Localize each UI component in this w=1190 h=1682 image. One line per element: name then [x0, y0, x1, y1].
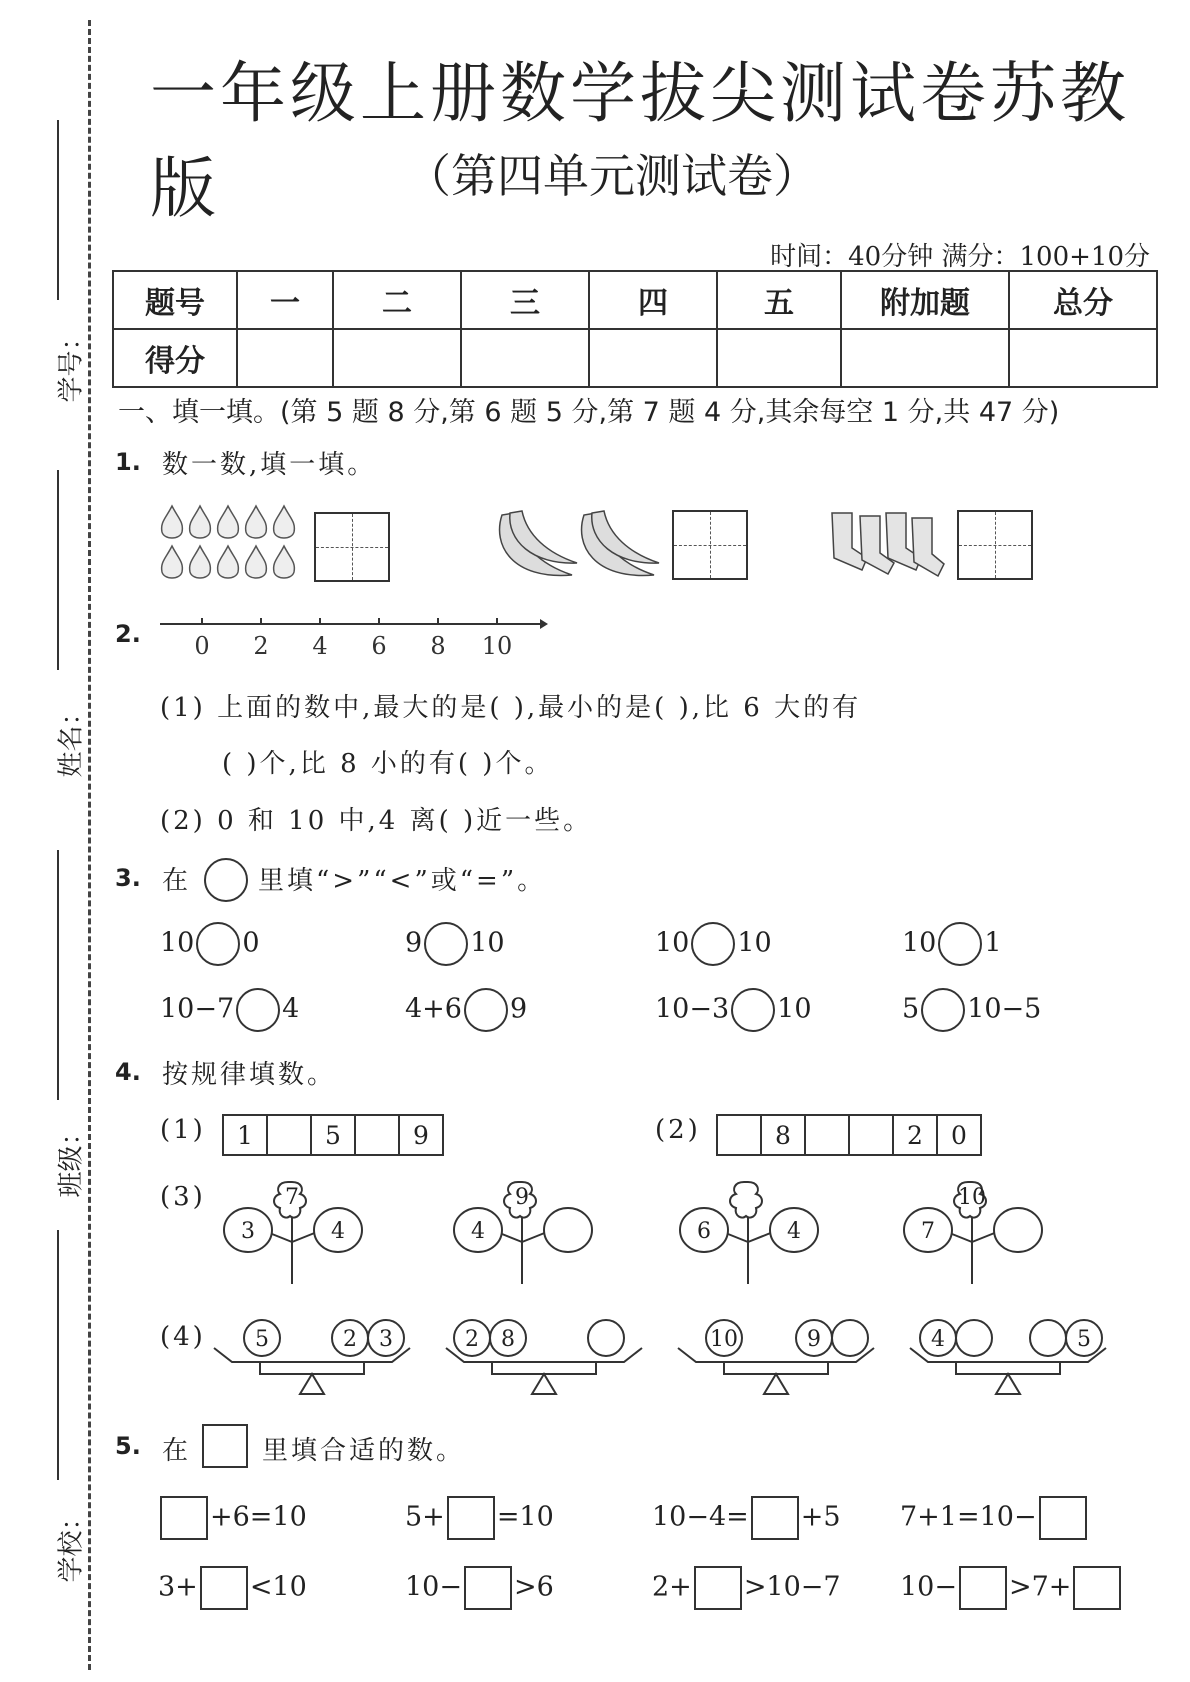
flower-right: 4: [331, 1219, 345, 1244]
flower-left: 3: [241, 1219, 255, 1244]
tick-label: 6: [371, 632, 387, 660]
header-cell: 二: [333, 271, 461, 329]
score-cell[interactable]: [237, 329, 333, 387]
scale-value: 8: [501, 1327, 515, 1352]
q1-text: 数一数,填一填。: [162, 450, 377, 480]
answer-box[interactable]: [959, 1566, 1007, 1610]
score-header-row: [113, 271, 1157, 329]
scale-value: 2: [465, 1327, 479, 1352]
comparison-item: 4+6 9: [405, 988, 527, 1032]
balance-puzzle: [200, 1318, 1160, 1403]
answer-grid-pears[interactable]: [314, 512, 390, 582]
sequence-cell: 2: [892, 1114, 938, 1156]
equation: 10− >7+: [900, 1566, 1123, 1610]
pears-picture: [158, 500, 308, 584]
comparison-item: 10 10: [655, 922, 772, 966]
answer-box[interactable]: [751, 1496, 799, 1540]
q5-text-b: 里填合适的数。: [262, 1436, 466, 1466]
scale-value: 2: [343, 1327, 357, 1352]
comparison-item: 10 1: [902, 922, 1002, 966]
answer-circle[interactable]: [464, 988, 508, 1032]
answer-circle[interactable]: [731, 988, 775, 1032]
score-cell[interactable]: [461, 329, 589, 387]
socks-picture: [822, 508, 947, 583]
scale-value: 5: [255, 1327, 269, 1352]
flower-top: 10: [958, 1185, 986, 1210]
sequence-cell: 5: [310, 1114, 356, 1156]
equation: 10− >6: [405, 1566, 554, 1610]
answer-box[interactable]: [200, 1566, 248, 1610]
scale-value: 3: [379, 1327, 393, 1352]
q5-number: 5.: [115, 1432, 141, 1460]
flower-left: 6: [697, 1219, 711, 1244]
header-cell: 附加题: [841, 271, 1009, 329]
answer-grid-socks[interactable]: [957, 510, 1033, 580]
school-label: 学校：: [56, 1504, 87, 1583]
q1-number: 1.: [115, 448, 141, 476]
equation: 2+ >10−7: [652, 1566, 841, 1610]
score-cell[interactable]: [333, 329, 461, 387]
flowers-puzzle: [210, 1180, 1150, 1295]
header-cell: 三: [461, 271, 589, 329]
tick-label: 2: [253, 632, 269, 660]
q4-part4-label: (4): [160, 1322, 206, 1352]
comparison-item: 10−7 4: [160, 988, 299, 1032]
section-heading: 一、填一填。(第 5 题 8 分,第 6 题 5 分,第 7 题 4 分,其余每空 1 分,共 47 分): [118, 397, 1060, 428]
q2-number: 2.: [115, 620, 141, 648]
q4-part2-label: (2): [655, 1115, 701, 1145]
score-table: [112, 270, 1158, 388]
sequence-cell: 0: [936, 1114, 982, 1156]
answer-box[interactable]: [1073, 1566, 1121, 1610]
answer-circle[interactable]: [938, 922, 982, 966]
q2-part2: (2) 0 和 10 中,4 离( )近一些。: [160, 806, 593, 836]
answer-box[interactable]: [694, 1566, 742, 1610]
q4-part1-label: (1): [160, 1115, 206, 1145]
binding-dashed-line: [88, 20, 91, 1670]
header-cell: 四: [589, 271, 717, 329]
answer-circle[interactable]: [424, 922, 468, 966]
equation: 5+ =10: [405, 1496, 554, 1540]
tick-label: 4: [312, 632, 328, 660]
equation: 7+1=10−: [900, 1496, 1089, 1540]
q3-number: 3.: [115, 864, 141, 892]
flower-top: 7: [285, 1185, 299, 1210]
equation: 10−4= +5: [652, 1496, 841, 1540]
sequence-cell[interactable]: [848, 1114, 894, 1156]
answer-box[interactable]: [160, 1496, 208, 1540]
header-cell: 一: [237, 271, 333, 329]
equation: +6=10: [158, 1496, 307, 1540]
flower-left: 7: [921, 1219, 935, 1244]
score-cell[interactable]: [1009, 329, 1157, 387]
comparison-item: 9 10: [405, 922, 505, 966]
comparison-item: 10 0: [160, 922, 260, 966]
sequence-cell: 8: [760, 1114, 806, 1156]
sequence-cell: 1: [222, 1114, 268, 1156]
equation: 3+ <10: [158, 1566, 307, 1610]
comparison-item: 5 10−5: [902, 988, 1041, 1032]
answer-box[interactable]: [464, 1566, 512, 1610]
answer-circle[interactable]: [236, 988, 280, 1032]
page-title: 一年级上册数学拔尖测试卷苏教版: [150, 55, 1130, 227]
number-line: [158, 610, 548, 660]
score-cell[interactable]: [589, 329, 717, 387]
student-id-line: [57, 120, 59, 300]
name-label: 姓名：: [56, 699, 87, 778]
scale-value: 10: [710, 1327, 738, 1352]
tick-label: 10: [481, 632, 513, 660]
sidebar: [0, 0, 100, 1682]
answer-circle[interactable]: [196, 922, 240, 966]
answer-box[interactable]: [1039, 1496, 1087, 1540]
answer-circle[interactable]: [921, 988, 965, 1032]
q4-number: 4.: [115, 1058, 141, 1086]
sequence-row-2: [718, 1114, 982, 1156]
flower-right: 4: [787, 1219, 801, 1244]
box-symbol: [202, 1424, 248, 1468]
page-subtitle: （第四单元测试卷）: [405, 149, 819, 203]
header-cell: 总分: [1009, 271, 1157, 329]
score-cell[interactable]: [717, 329, 841, 387]
sequence-cell: 9: [398, 1114, 444, 1156]
q4-text: 按规律填数。: [162, 1060, 337, 1090]
sequence-cell[interactable]: [804, 1114, 850, 1156]
time-info: 时间：40分钟 满分：100+10分: [770, 242, 1150, 272]
q4-part3-label: (3): [160, 1182, 206, 1212]
sequence-cell[interactable]: [354, 1114, 400, 1156]
answer-box[interactable]: [447, 1496, 495, 1540]
answer-circle[interactable]: [691, 922, 735, 966]
q3-text-b: 里填“>”“<”或“=”。: [258, 866, 547, 896]
bananas-picture: [492, 505, 662, 585]
header-cell: 题号: [113, 271, 237, 329]
q2-part1-line1: (1) 上面的数中,最大的是( ),最小的是( ),比 6 大的有: [160, 693, 862, 723]
school-line: [57, 1230, 59, 1480]
score-row-label: 得分: [113, 329, 237, 387]
class-line: [57, 850, 59, 1100]
student-id-label: 学号：: [56, 324, 87, 403]
tick-label: 0: [194, 632, 210, 660]
flower-top: 9: [515, 1185, 529, 1210]
comparison-item: 10−3 10: [655, 988, 812, 1032]
name-line: [57, 470, 59, 670]
sequence-cell[interactable]: [266, 1114, 312, 1156]
circle-symbol: [204, 858, 248, 902]
sequence-row-1: [224, 1114, 444, 1156]
class-label: 班级：: [56, 1119, 87, 1198]
scale-value: 9: [807, 1327, 821, 1352]
answer-grid-bananas[interactable]: [672, 510, 748, 580]
score-row: [113, 329, 1157, 387]
score-cell[interactable]: [841, 329, 1009, 387]
sequence-cell[interactable]: [716, 1114, 762, 1156]
q2-part1-line2: ( )个,比 8 小的有( )个。: [222, 749, 554, 779]
q3-text-a: 在: [162, 866, 192, 896]
tick-label: 8: [430, 632, 446, 660]
header-cell: 五: [717, 271, 841, 329]
q5-text-a: 在: [162, 1436, 192, 1466]
scale-value: 5: [1077, 1327, 1091, 1352]
flower-left: 4: [471, 1219, 485, 1244]
scale-value: 4: [931, 1327, 945, 1352]
